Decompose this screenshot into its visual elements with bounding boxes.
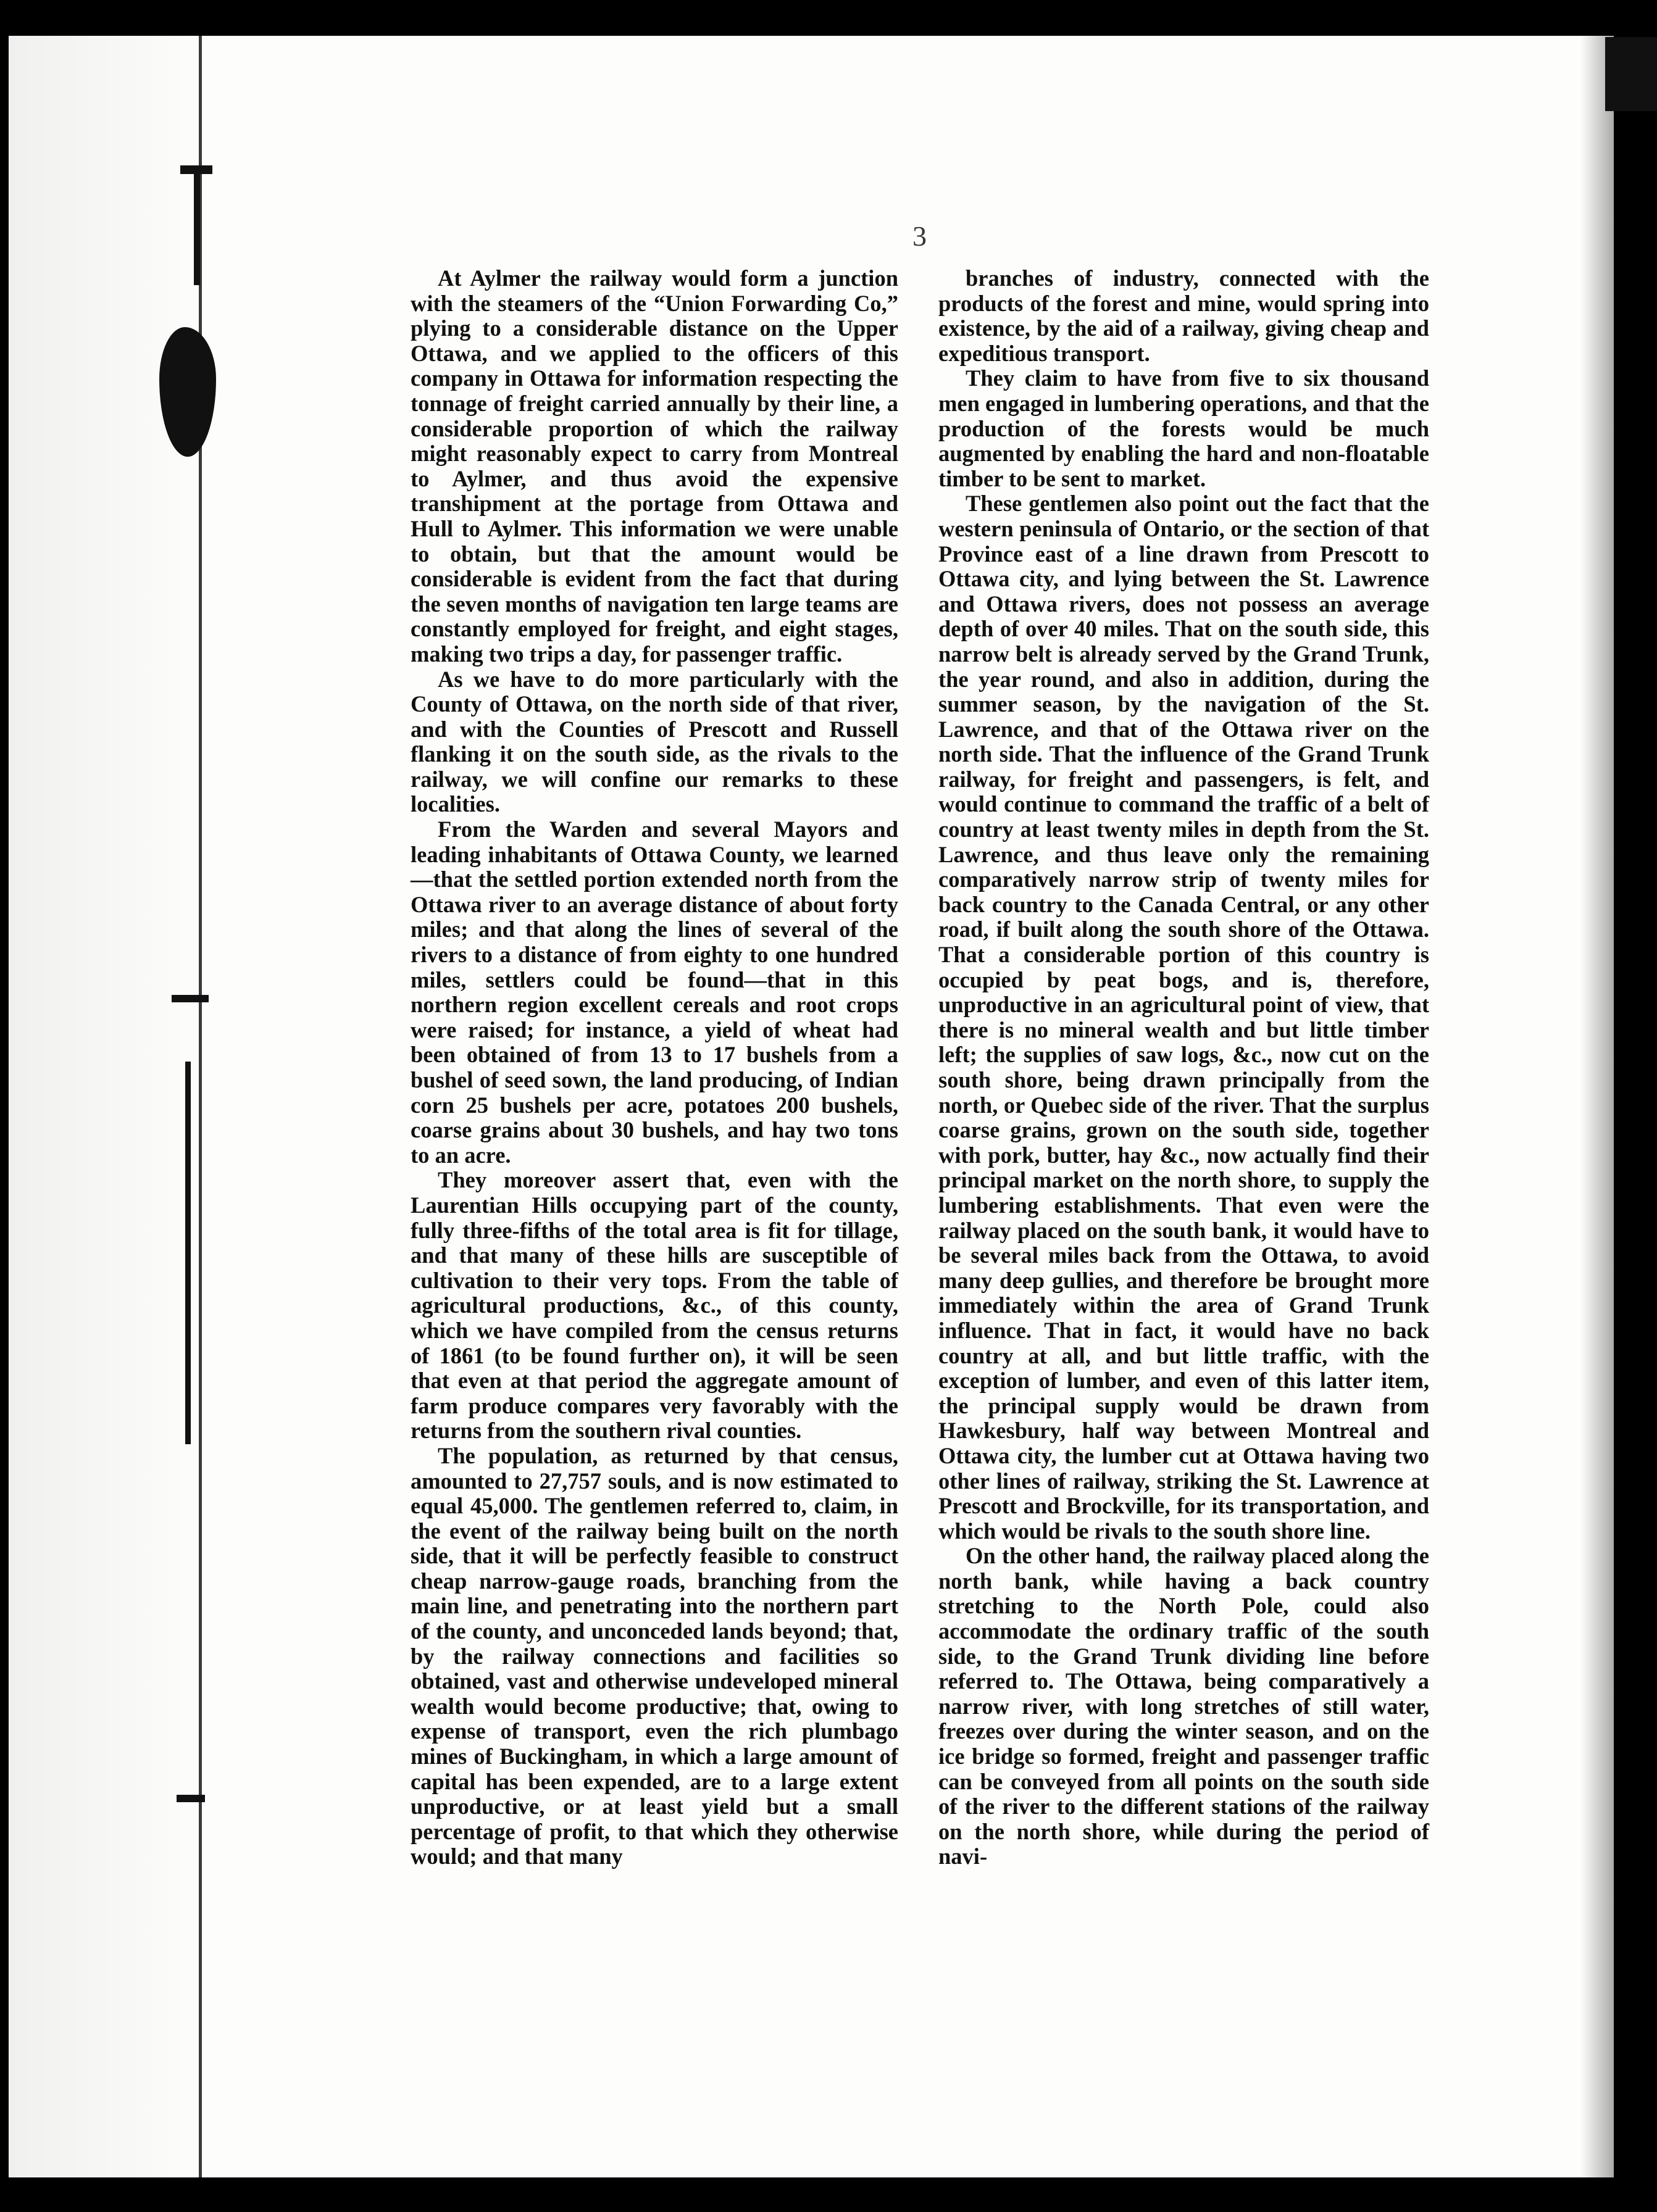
left-column (411, 266, 898, 1869)
paragraph: At Aylmer the railway would form a junction with the steamers of the “Union Forwarding Co,” plying to a considerable distance on the Upper Ottawa, and we applied to the officers of this company in Ottawa for information respecting the tonnage of freight carried annually by their line, a considerable proportion of which the railway might reasonably expect to carry from Montreal to Aylmer, and thus avoid the expensive transhipment at the portage from Ottawa and Hull to Aylmer. This information we were unable to obtain, but that the amount would be considerable is evident from the fact that during the seven months of navigation ten large teams are constantly employed for freight, and eight stages, making two trips a day, for passenger traffic. (411, 265, 898, 667)
paragraph: The population, as returned by that census, amounted to 27,757 souls, and is now estimated to equal 45,000. The gentlemen referred to, claim, in the event of the railway being built on the north side, that it will be perfectly feasible to construct cheap narrow-gauge roads, branching from the main line, and penetrating into the northern part of the county, and unconceded lands beyond; that, by the railway connections and facilities so obtained, vast and otherwise undeveloped mineral wealth would become productive; that, owing to expense of transport, even the rich plumbago mines of Buckingham, in which a large amount of capital has been expended, are to a large extent unproductive, or at least yield but a small percentage of profit, to that which they otherwise would; and that many (411, 1442, 898, 1869)
binding-mark-middle-stem (185, 1062, 191, 1444)
paragraph: These gentlemen also point out the fact that the western peninsula of Ontario, or the section of that Province east of a line drawn from Prescott to Ottawa city, and lying between the St. Lawrence and Ottawa rivers, does not possess an average depth of over 40 miles. That on the south side, this narrow belt is already served by the Grand Trunk, the year round, and also in addition, during the summer season, by the navigation of the St. Lawrence, and that of the Ottawa river on the north side. That the influence of the Grand Trunk railway, for freight and passengers, is felt, and would continue to command the traffic of a belt of country at least twenty miles in depth from the St. Lawrence, and thus leave only the remaining comparatively narrow strip of twenty miles for back country to the Canada Central, or any other road, if built along the south shore of the Ottawa. That a considerable portion of this country is occupied by peat bogs, and is, therefore, unproductive in an agricultural point of view, that there is no mineral wealth and but little timber left; the supplies of saw logs, &c., now cut on the south shore, being drawn principally from the north, or Quebec side of the river. That the surplus coarse grains, grown on the south side, together with pork, butter, hay &c., now actually find their principal market on the north shore, to supply the lumbering establishments. That even were the railway placed on the south bank, it would have to be several miles back from the Ottawa, to avoid many deep gullies, and therefore be brought more immediately within the area of Grand Trunk influence. That in fact, it would have no back country at all, and but little traffic, with the exception of lumber, and even of this latter item, the principal supply would be drawn from Hawkesbury, half way between Montreal and Ottawa city, the lumber cut at Ottawa having two other lines of railway, striking the St. Lawrence at Prescott and Brockville, for its transportation, and which would be rivals to the south shore line. (938, 491, 1429, 1544)
binding-mark-lower-bar (177, 1795, 205, 1802)
binding-mark-middle-bar (172, 995, 209, 1002)
binding-mark-top-stem (194, 168, 200, 285)
right-column (938, 266, 1429, 1869)
paragraph: On the other hand, the railway placed along the north bank, while having a back country stretching to the North Pole, could also accommodate the ordinary traffic of the south side, to the Grand Trunk dividing line before referred to. The Ottawa, being comparatively a narrow river, with long stretches of still water, freezes over during the winter season, and on the ice bridge so formed, freight and passenger traffic can be conveyed from all points on the south side of the river to the different stations of the railway on the north shore, while during the period of navi- (938, 1543, 1429, 1869)
paragraph: branches of industry, connected with the products of the forest and mine, would spring into existence, by the aid of a railway, giving cheap and expeditious transport. (938, 265, 1429, 366)
paragraph: They moreover assert that, even with the Laurentian Hills occupying part of the county, fully three-fifths of the total area is fit for tillage, and that many of these hills are susceptible of cultivation to their very tops. From the table of agricultural productions, &c., of this county, which we have compiled from the census returns of 1861 (to be found further on), it will be seen that even at that period the aggregate amount of farm produce compares very favorably with the returns from the southern rival counties. (411, 1167, 898, 1444)
paragraph: As we have to do more particularly with the County of Ottawa, on the north side of that river, and with the Counties of Prescott and Russell flanking it on the south side, as the rivals to the railway, we will confine our remarks to these localities. (411, 666, 898, 817)
paragraph: From the Warden and several Mayors and leading inhabitants of Ottawa County, we learned—that the settled portion extended north from the Ottawa river to an average distance of about forty miles; and that along the lines of several of the rivers to a distance of from eighty to one hundred miles, settlers could be found—that in this northern region excellent cereals and root crops were raised; for instance, a yield of wheat had been obtained of from 13 to 17 bushels from a bushel of seed sown, the land producing, of Indian corn 25 bushels per acre, potatoes 200 bushels, coarse grains about 30 bushels, and hay two tons to an acre. (411, 817, 898, 1168)
paragraph: They claim to have from five to six thousand men engaged in lumbering operations, and that the production of the forests would be much augmented by enabling the hard and non-floatable timber to be sent to market. (938, 365, 1429, 491)
page-number: 3 (912, 220, 927, 252)
binding-mark-edge-notch (1605, 37, 1657, 111)
page-edge-shadow (1580, 25, 1657, 2185)
